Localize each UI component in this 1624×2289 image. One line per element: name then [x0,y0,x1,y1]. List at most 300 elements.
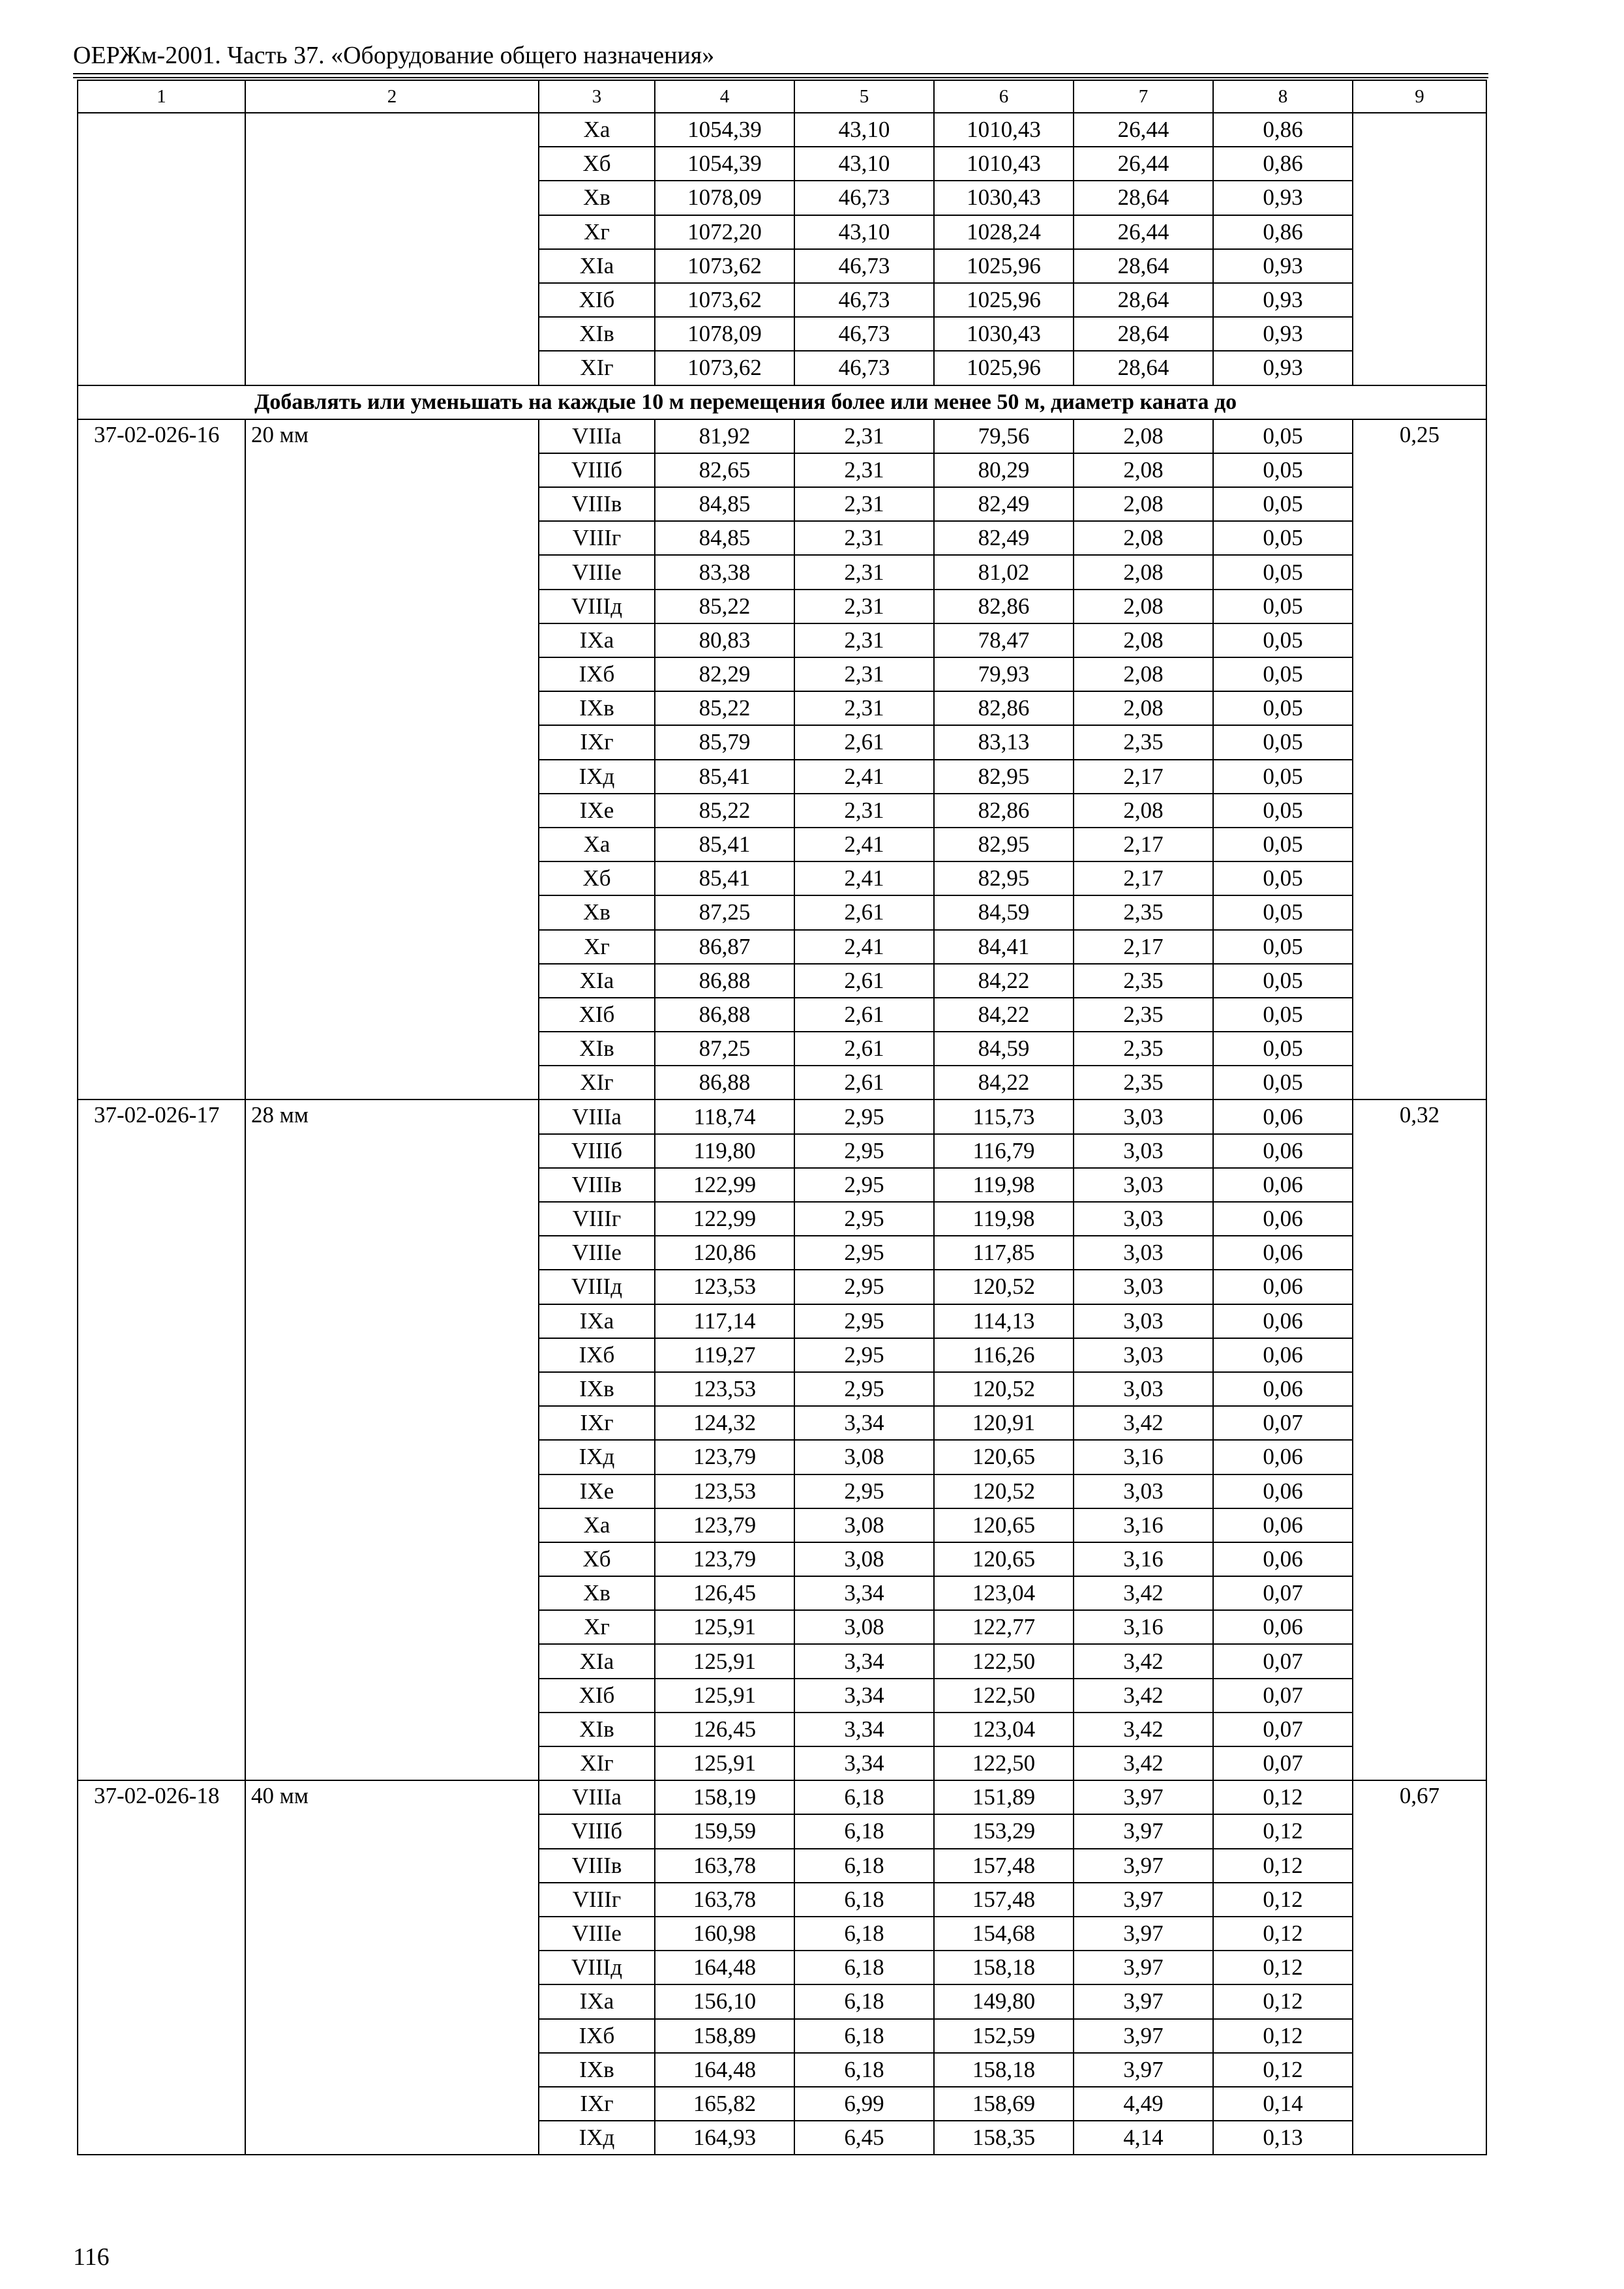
value-col6: 119,98 [934,1202,1074,1236]
value-col7: 2,35 [1074,1066,1213,1100]
value-col7: 3,97 [1074,1883,1213,1917]
value-col5: 3,34 [794,1406,934,1440]
value-col7: 2,08 [1074,657,1213,691]
value-col4: 80,83 [655,623,794,657]
value-col5: 46,73 [794,317,934,351]
value-col6: 115,73 [934,1100,1074,1133]
class-cell: VIIIе [539,555,655,589]
value-col8: 0,05 [1213,828,1353,861]
class-cell: VIIIа [539,419,655,453]
value-col7: 3,03 [1074,1202,1213,1236]
value-col7: 3,03 [1074,1372,1213,1406]
value-col5: 2,61 [794,725,934,759]
value-col7: 2,08 [1074,487,1213,521]
value-col8: 0,05 [1213,691,1353,725]
value-col7: 2,08 [1074,794,1213,828]
value-col5: 6,18 [794,1883,934,1917]
class-cell: VIIIд [539,1951,655,1984]
value-col5: 3,08 [794,1440,934,1474]
value-col5: 2,61 [794,895,934,929]
value-col8: 0,05 [1213,1066,1353,1100]
value-col6: 1010,43 [934,113,1074,147]
value-col4: 1072,20 [655,215,794,249]
column-number: 3 [539,80,655,113]
value-col8: 0,05 [1213,521,1353,555]
value-col6: 122,50 [934,1679,1074,1713]
value-col8: 0,06 [1213,1304,1353,1338]
value-col7: 3,03 [1074,1474,1213,1508]
value-col7: 26,44 [1074,215,1213,249]
table-row [78,1780,1486,1814]
value-col7: 2,08 [1074,590,1213,623]
value-col5: 3,34 [794,1644,934,1678]
class-cell: Xб [539,1542,655,1576]
value-col8: 0,07 [1213,1713,1353,1746]
class-cell: XIв [539,1032,655,1066]
value-col7: 3,97 [1074,1780,1213,1814]
column-number: 1 [78,80,245,113]
value-col4: 158,19 [655,1780,794,1814]
class-cell: VIIIд [539,1270,655,1304]
value-col6: 123,04 [934,1713,1074,1746]
value-col7: 3,03 [1074,1304,1213,1338]
value-col7: 2,35 [1074,964,1213,998]
value-col7: 26,44 [1074,113,1213,147]
value-col4: 86,88 [655,1066,794,1100]
value-col8: 0,05 [1213,419,1353,453]
value-col7: 3,97 [1074,1951,1213,1984]
code-cell: 37-02-026-18 [78,1780,245,2155]
class-cell: XIв [539,317,655,351]
value-col4: 123,79 [655,1440,794,1474]
value-col5: 2,95 [794,1474,934,1508]
code-cell [78,113,245,385]
value-col5: 3,34 [794,1713,934,1746]
class-cell: VIIIа [539,1100,655,1133]
class-cell: VIIIв [539,1849,655,1883]
value-col7: 3,42 [1074,1746,1213,1780]
value-col4: 126,45 [655,1576,794,1610]
value-col4: 125,91 [655,1644,794,1678]
class-cell: VIIIе [539,1917,655,1951]
value-col5: 2,95 [794,1236,934,1270]
value-col4: 84,85 [655,487,794,521]
class-cell: IXг [539,725,655,759]
column-number: 5 [794,80,934,113]
value-col4: 85,79 [655,725,794,759]
value-col7: 3,97 [1074,1917,1213,1951]
value-col4: 164,48 [655,2053,794,2087]
page-number: 116 [73,2243,110,2271]
value-col5: 2,31 [794,555,934,589]
value-col8: 0,06 [1213,1610,1353,1644]
value-col8: 0,06 [1213,1168,1353,1202]
value-col8: 0,07 [1213,1746,1353,1780]
value-col6: 120,52 [934,1474,1074,1508]
value-col6: 149,80 [934,1984,1074,2018]
value-col4: 1078,09 [655,181,794,215]
value-col7: 2,35 [1074,895,1213,929]
value-col8: 0,07 [1213,1679,1353,1713]
value-col5: 2,31 [794,487,934,521]
value-col8: 0,07 [1213,1644,1353,1678]
value-col8: 0,05 [1213,487,1353,521]
value-col8: 0,86 [1213,113,1353,147]
name-cell: 28 мм [245,1100,539,1780]
value-col5: 2,95 [794,1100,934,1133]
value-col8: 0,06 [1213,1100,1353,1133]
value-col5: 46,73 [794,249,934,283]
value-col5: 6,18 [794,1917,934,1951]
value-col6: 1025,96 [934,249,1074,283]
value-col4: 1078,09 [655,317,794,351]
value-col7: 3,03 [1074,1270,1213,1304]
column-number: 9 [1353,80,1486,113]
col9-cell [1353,113,1486,385]
rates-table [77,80,1487,2155]
value-col6: 82,49 [934,521,1074,555]
class-cell: XIг [539,1066,655,1100]
value-col8: 0,05 [1213,760,1353,794]
value-col5: 2,95 [794,1134,934,1168]
class-cell: IXг [539,2087,655,2121]
column-number: 8 [1213,80,1353,113]
value-col5: 3,34 [794,1679,934,1713]
value-col7: 3,03 [1074,1168,1213,1202]
value-col6: 1028,24 [934,215,1074,249]
value-col8: 0,06 [1213,1270,1353,1304]
value-col6: 1030,43 [934,317,1074,351]
value-col4: 125,91 [655,1679,794,1713]
value-col5: 2,31 [794,691,934,725]
class-cell: Xг [539,215,655,249]
value-col4: 87,25 [655,895,794,929]
value-col5: 6,18 [794,1814,934,1848]
value-col7: 3,03 [1074,1338,1213,1372]
value-col8: 0,06 [1213,1202,1353,1236]
class-cell: IXв [539,691,655,725]
page-header-title: ОЕРЖм-2001. Часть 37. «Оборудование общего назначения» [73,42,715,69]
name-cell: 20 мм [245,419,539,1100]
class-cell: IXа [539,1304,655,1338]
value-col8: 0,05 [1213,555,1353,589]
value-col8: 0,05 [1213,1032,1353,1066]
class-cell: XIг [539,351,655,385]
value-col7: 2,17 [1074,930,1213,964]
value-col4: 165,82 [655,2087,794,2121]
value-col4: 86,88 [655,998,794,1032]
value-col6: 1025,96 [934,283,1074,317]
class-cell: Xв [539,181,655,215]
column-number-row [78,80,1486,113]
value-col4: 159,59 [655,1814,794,1848]
value-col8: 0,05 [1213,930,1353,964]
class-cell: XIб [539,998,655,1032]
value-col5: 2,31 [794,590,934,623]
value-col6: 158,69 [934,2087,1074,2121]
value-col4: 84,85 [655,521,794,555]
value-col7: 4,49 [1074,2087,1213,2121]
value-col5: 6,18 [794,1984,934,2018]
value-col6: 152,59 [934,2019,1074,2053]
value-col4: 81,92 [655,419,794,453]
value-col4: 123,79 [655,1542,794,1576]
value-col6: 82,86 [934,691,1074,725]
value-col5: 2,95 [794,1372,934,1406]
value-col8: 0,93 [1213,283,1353,317]
value-col4: 156,10 [655,1984,794,2018]
value-col6: 157,48 [934,1883,1074,1917]
value-col4: 118,74 [655,1100,794,1133]
value-col6: 119,98 [934,1168,1074,1202]
class-cell: IXе [539,1474,655,1508]
value-col8: 0,06 [1213,1474,1353,1508]
code-cell: 37-02-026-17 [78,1100,245,1780]
value-col6: 120,52 [934,1372,1074,1406]
column-number: 4 [655,80,794,113]
value-col4: 164,93 [655,2121,794,2155]
value-col7: 2,17 [1074,760,1213,794]
value-col6: 154,68 [934,1917,1074,1951]
value-col7: 3,97 [1074,2019,1213,2053]
value-col7: 3,42 [1074,1713,1213,1746]
class-cell: IXд [539,760,655,794]
value-col6: 80,29 [934,453,1074,487]
value-col6: 158,18 [934,1951,1074,1984]
class-cell: XIг [539,1746,655,1780]
value-col6: 120,65 [934,1508,1074,1542]
value-col7: 3,42 [1074,1576,1213,1610]
value-col5: 6,18 [794,1951,934,1984]
value-col5: 3,08 [794,1542,934,1576]
value-col4: 123,53 [655,1372,794,1406]
value-col7: 3,42 [1074,1644,1213,1678]
column-number: 7 [1074,80,1213,113]
value-col7: 3,16 [1074,1508,1213,1542]
value-col5: 2,41 [794,828,934,861]
value-col6: 117,85 [934,1236,1074,1270]
value-col5: 6,45 [794,2121,934,2155]
class-cell: Xа [539,828,655,861]
class-cell: IXв [539,2053,655,2087]
value-col4: 1054,39 [655,113,794,147]
value-col7: 2,08 [1074,555,1213,589]
table-row [78,1100,1486,1133]
value-col8: 0,12 [1213,2019,1353,2053]
value-col5: 3,34 [794,1576,934,1610]
value-col8: 0,86 [1213,147,1353,181]
value-col7: 2,08 [1074,691,1213,725]
value-col6: 84,22 [934,998,1074,1032]
value-col5: 6,18 [794,2019,934,2053]
value-col5: 2,31 [794,419,934,453]
class-cell: XIа [539,249,655,283]
name-cell: 40 мм [245,1780,539,2155]
section-title: Добавлять или уменьшать на каждые 10 м перемещения более или менее 50 м, диаметр каната до [78,385,1486,419]
value-col8: 0,06 [1213,1440,1353,1474]
value-col4: 85,41 [655,760,794,794]
class-cell: IXг [539,1406,655,1440]
value-col5: 2,95 [794,1338,934,1372]
value-col5: 2,31 [794,453,934,487]
value-col4: 123,79 [655,1508,794,1542]
value-col4: 117,14 [655,1304,794,1338]
value-col8: 0,86 [1213,215,1353,249]
value-col7: 28,64 [1074,181,1213,215]
value-col8: 0,05 [1213,657,1353,691]
value-col8: 0,06 [1213,1338,1353,1372]
table-row [78,113,1486,147]
class-cell: IXд [539,2121,655,2155]
class-cell: VIIIе [539,1236,655,1270]
value-col6: 120,91 [934,1406,1074,1440]
header-rule-double [73,77,1488,78]
value-col5: 3,08 [794,1610,934,1644]
value-col8: 0,05 [1213,590,1353,623]
value-col6: 84,22 [934,964,1074,998]
value-col5: 43,10 [794,147,934,181]
value-col8: 0,05 [1213,895,1353,929]
value-col4: 126,45 [655,1713,794,1746]
value-col5: 3,08 [794,1508,934,1542]
value-col6: 120,65 [934,1440,1074,1474]
value-col4: 85,22 [655,691,794,725]
header-rule [73,73,1488,74]
class-cell: VIIIб [539,453,655,487]
value-col6: 78,47 [934,623,1074,657]
value-col4: 158,89 [655,2019,794,2053]
value-col6: 116,79 [934,1134,1074,1168]
class-cell: Xб [539,861,655,895]
value-col5: 43,10 [794,215,934,249]
value-col4: 120,86 [655,1236,794,1270]
value-col8: 0,12 [1213,1814,1353,1848]
value-col7: 4,14 [1074,2121,1213,2155]
value-col6: 158,18 [934,2053,1074,2087]
value-col7: 2,35 [1074,998,1213,1032]
value-col7: 28,64 [1074,351,1213,385]
value-col4: 1073,62 [655,351,794,385]
value-col6: 116,26 [934,1338,1074,1372]
class-cell: VIIIг [539,521,655,555]
value-col8: 0,06 [1213,1372,1353,1406]
value-col4: 163,78 [655,1883,794,1917]
value-col6: 84,22 [934,1066,1074,1100]
value-col5: 6,18 [794,2053,934,2087]
value-col5: 2,31 [794,521,934,555]
value-col5: 2,95 [794,1168,934,1202]
class-cell: XIв [539,1713,655,1746]
value-col4: 1073,62 [655,283,794,317]
value-col4: 124,32 [655,1406,794,1440]
value-col4: 82,29 [655,657,794,691]
value-col5: 2,31 [794,794,934,828]
value-col7: 3,97 [1074,1849,1213,1883]
value-col7: 2,17 [1074,828,1213,861]
value-col4: 86,87 [655,930,794,964]
value-col6: 120,65 [934,1542,1074,1576]
column-number: 2 [245,80,539,113]
value-col5: 46,73 [794,283,934,317]
value-col7: 28,64 [1074,283,1213,317]
class-cell: XIа [539,964,655,998]
value-col7: 3,42 [1074,1679,1213,1713]
value-col6: 82,95 [934,861,1074,895]
class-cell: VIIIд [539,590,655,623]
value-col5: 2,61 [794,1066,934,1100]
value-col4: 85,22 [655,794,794,828]
value-col7: 2,08 [1074,419,1213,453]
value-col4: 85,22 [655,590,794,623]
value-col4: 82,65 [655,453,794,487]
value-col5: 2,95 [794,1304,934,1338]
value-col8: 0,05 [1213,623,1353,657]
value-col6: 1030,43 [934,181,1074,215]
value-col6: 122,50 [934,1746,1074,1780]
class-cell: Xб [539,147,655,181]
value-col8: 0,12 [1213,1917,1353,1951]
value-col8: 0,12 [1213,1780,1353,1814]
value-col7: 2,35 [1074,1032,1213,1066]
value-col7: 3,03 [1074,1134,1213,1168]
value-col7: 3,03 [1074,1236,1213,1270]
class-cell: VIIIв [539,1168,655,1202]
class-cell: VIIIа [539,1780,655,1814]
value-col4: 164,48 [655,1951,794,1984]
value-col8: 0,14 [1213,2087,1353,2121]
value-col8: 0,93 [1213,249,1353,283]
value-col5: 2,31 [794,657,934,691]
value-col6: 1010,43 [934,147,1074,181]
class-cell: XIб [539,1679,655,1713]
value-col6: 122,50 [934,1644,1074,1678]
value-col5: 2,95 [794,1270,934,1304]
value-col6: 120,52 [934,1270,1074,1304]
value-col7: 2,17 [1074,861,1213,895]
value-col4: 122,99 [655,1168,794,1202]
value-col7: 3,16 [1074,1440,1213,1474]
value-col4: 123,53 [655,1270,794,1304]
class-cell: Xв [539,895,655,929]
value-col5: 3,34 [794,1746,934,1780]
value-col6: 82,95 [934,828,1074,861]
value-col8: 0,93 [1213,181,1353,215]
value-col4: 1073,62 [655,249,794,283]
class-cell: VIIIг [539,1883,655,1917]
class-cell: XIа [539,1644,655,1678]
value-col8: 0,12 [1213,1951,1353,1984]
value-col5: 2,41 [794,861,934,895]
class-cell: VIIIв [539,487,655,521]
value-col7: 2,08 [1074,521,1213,555]
value-col7: 2,35 [1074,725,1213,759]
value-col7: 3,16 [1074,1542,1213,1576]
value-col6: 84,41 [934,930,1074,964]
value-col8: 0,07 [1213,1576,1353,1610]
value-col5: 2,61 [794,964,934,998]
col9-cell: 0,25 [1353,419,1486,1100]
value-col8: 0,05 [1213,861,1353,895]
value-col7: 2,08 [1074,623,1213,657]
value-col8: 0,12 [1213,1849,1353,1883]
value-col5: 6,18 [794,1849,934,1883]
class-cell: Xа [539,113,655,147]
value-col8: 0,05 [1213,794,1353,828]
value-col4: 125,91 [655,1610,794,1644]
code-cell: 37-02-026-16 [78,419,245,1100]
value-col7: 3,03 [1074,1100,1213,1133]
value-col6: 79,56 [934,419,1074,453]
